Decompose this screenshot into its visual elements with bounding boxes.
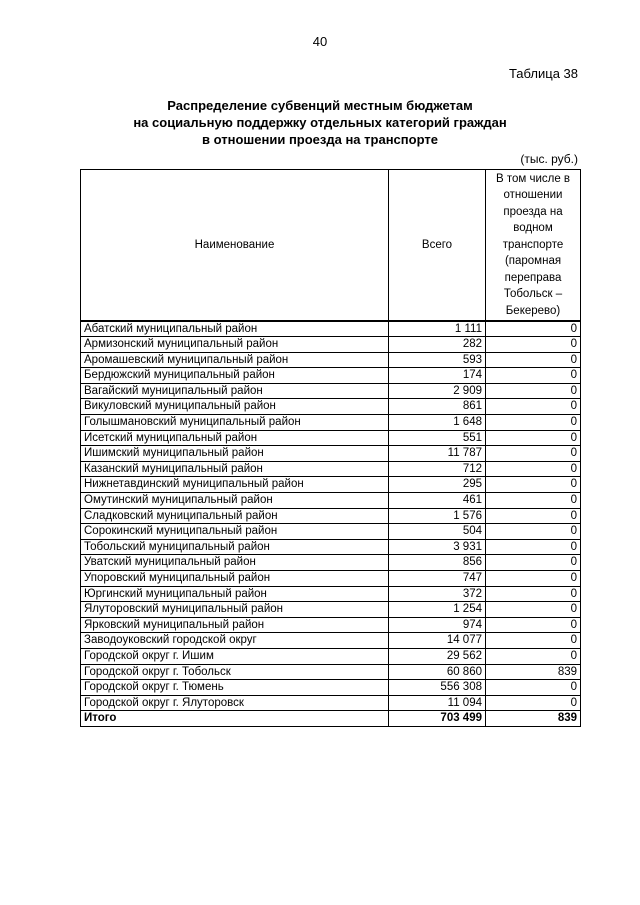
header-water-line: Тобольск –	[503, 288, 563, 300]
header-water-line: проезда на	[503, 205, 563, 218]
table-row	[81, 617, 581, 633]
cell-water: 0	[486, 633, 581, 649]
table-row	[81, 586, 581, 602]
table-title	[0, 97, 640, 148]
table-label: Таблица 38	[508, 66, 578, 81]
cell-water: 0	[486, 337, 581, 353]
subsidy-table	[80, 169, 581, 727]
cell-total: 703 499	[389, 711, 486, 727]
cell-water: 0	[486, 415, 581, 431]
cell-total: 14 077	[389, 633, 486, 649]
cell-total: 3 931	[389, 539, 486, 555]
cell-name: Ялуторовский муниципальный район	[81, 602, 389, 618]
cell-total: 504	[389, 524, 486, 540]
table-row	[81, 664, 581, 680]
cell-name: Нижнетавдинский муниципальный район	[81, 477, 389, 493]
header-water-line: Бекерево)	[505, 304, 561, 317]
cell-name: Городской округ г. Тюмень	[81, 680, 389, 696]
cell-total: 2 909	[389, 383, 486, 399]
table-row	[81, 633, 581, 649]
header-water-line: водном	[513, 222, 553, 234]
header-water-line: переправа	[504, 271, 562, 284]
cell-total: 1 254	[389, 602, 486, 618]
cell-water: 839	[486, 664, 581, 680]
table-row	[81, 571, 581, 587]
cell-name: Заводоуковский городской округ	[81, 633, 389, 649]
cell-name: Исетский муниципальный район	[81, 430, 389, 446]
cell-name: Городской округ г. Тобольск	[81, 664, 389, 680]
cell-water: 0	[486, 602, 581, 618]
table-row	[81, 493, 581, 509]
cell-name: Тобольский муниципальный район	[81, 539, 389, 555]
table-row	[81, 368, 581, 384]
cell-water: 0	[486, 524, 581, 540]
cell-name: Ярковский муниципальный район	[81, 617, 389, 633]
cell-water: 0	[486, 477, 581, 493]
cell-water: 0	[486, 508, 581, 524]
cell-name: Бердюжский муниципальный район	[81, 368, 389, 384]
cell-water: 0	[486, 446, 581, 462]
cell-name: Городской округ г. Ишим	[81, 648, 389, 664]
cell-water: 0	[486, 383, 581, 399]
table-row	[81, 461, 581, 477]
cell-water: 0	[486, 493, 581, 509]
cell-water: 0	[486, 321, 581, 337]
cell-water: 0	[486, 461, 581, 477]
cell-total: 1 111	[389, 321, 486, 337]
cell-water: 0	[486, 539, 581, 555]
table-row	[81, 602, 581, 618]
cell-name: Омутинский муниципальный район	[81, 493, 389, 509]
header-water	[486, 170, 581, 321]
table-row	[81, 539, 581, 555]
cell-total: 593	[389, 352, 486, 368]
cell-name: Голышмановский муниципальный район	[81, 415, 389, 431]
cell-name: Итого	[81, 711, 389, 727]
header-row	[81, 170, 581, 321]
cell-name: Абатский муниципальный район	[81, 321, 389, 337]
cell-total: 282	[389, 337, 486, 353]
table-row	[81, 399, 581, 415]
table-row	[81, 695, 581, 711]
title-line: Распределение субвенций местным бюджетам	[167, 98, 473, 113]
cell-water: 839	[486, 711, 581, 727]
table-row	[81, 430, 581, 446]
table-body	[81, 321, 581, 727]
cell-water: 0	[486, 352, 581, 368]
cell-water: 0	[486, 399, 581, 415]
cell-total: 29 562	[389, 648, 486, 664]
cell-name: Юргинский муниципальный район	[81, 586, 389, 602]
table-row	[81, 680, 581, 696]
cell-total: 974	[389, 617, 486, 633]
cell-total: 174	[389, 368, 486, 384]
table-row	[81, 508, 581, 524]
table-row	[81, 415, 581, 431]
cell-water: 0	[486, 571, 581, 587]
cell-water: 0	[486, 680, 581, 696]
cell-water: 0	[486, 586, 581, 602]
cell-water: 0	[486, 617, 581, 633]
cell-total: 551	[389, 430, 486, 446]
table-row	[81, 648, 581, 664]
cell-name: Казанский муниципальный район	[81, 461, 389, 477]
table-row	[81, 337, 581, 353]
header-water-line: отношении	[503, 189, 563, 201]
header-water-line: (паромная	[504, 255, 562, 267]
cell-name: Вагайский муниципальный район	[81, 383, 389, 399]
header-water-line: В том числе в	[495, 172, 571, 185]
cell-total: 556 308	[389, 680, 486, 696]
cell-total: 372	[389, 586, 486, 602]
title-line: на социальную поддержку отдельных категорий граждан	[133, 115, 507, 130]
cell-total: 712	[389, 461, 486, 477]
cell-name: Аромашевский муниципальный район	[81, 352, 389, 368]
cell-water: 0	[486, 430, 581, 446]
table-row	[81, 446, 581, 462]
cell-total: 60 860	[389, 664, 486, 680]
cell-name: Сладковский муниципальный район	[81, 508, 389, 524]
header-water-line: транспорте	[502, 238, 564, 251]
title-line: в отношении проезда на транспорте	[202, 132, 438, 147]
table-row	[81, 555, 581, 571]
page-number: 40	[312, 34, 328, 49]
table-row	[81, 352, 581, 368]
cell-total: 1 648	[389, 415, 486, 431]
total-row	[81, 711, 581, 727]
cell-total: 295	[389, 477, 486, 493]
cell-total: 747	[389, 571, 486, 587]
table-row	[81, 477, 581, 493]
header-total: Всего	[389, 170, 486, 321]
table-row	[81, 524, 581, 540]
cell-name: Уватский муниципальный район	[81, 555, 389, 571]
table-row	[81, 321, 581, 337]
cell-total: 11 787	[389, 446, 486, 462]
cell-total: 461	[389, 493, 486, 509]
header-name: Наименование	[81, 170, 389, 321]
cell-water: 0	[486, 368, 581, 384]
cell-name: Армизонский муниципальный район	[81, 337, 389, 353]
cell-name: Ишимский муниципальный район	[81, 446, 389, 462]
cell-name: Викуловский муниципальный район	[81, 399, 389, 415]
cell-name: Упоровский муниципальный район	[81, 571, 389, 587]
cell-total: 11 094	[389, 695, 486, 711]
cell-water: 0	[486, 695, 581, 711]
cell-water: 0	[486, 648, 581, 664]
cell-total: 856	[389, 555, 486, 571]
cell-total: 861	[389, 399, 486, 415]
cell-name: Сорокинский муниципальный район	[81, 524, 389, 540]
table-row	[81, 383, 581, 399]
units-label: (тыс. руб.)	[520, 152, 578, 166]
cell-total: 1 576	[389, 508, 486, 524]
cell-name: Городской округ г. Ялуторовск	[81, 695, 389, 711]
cell-water: 0	[486, 555, 581, 571]
